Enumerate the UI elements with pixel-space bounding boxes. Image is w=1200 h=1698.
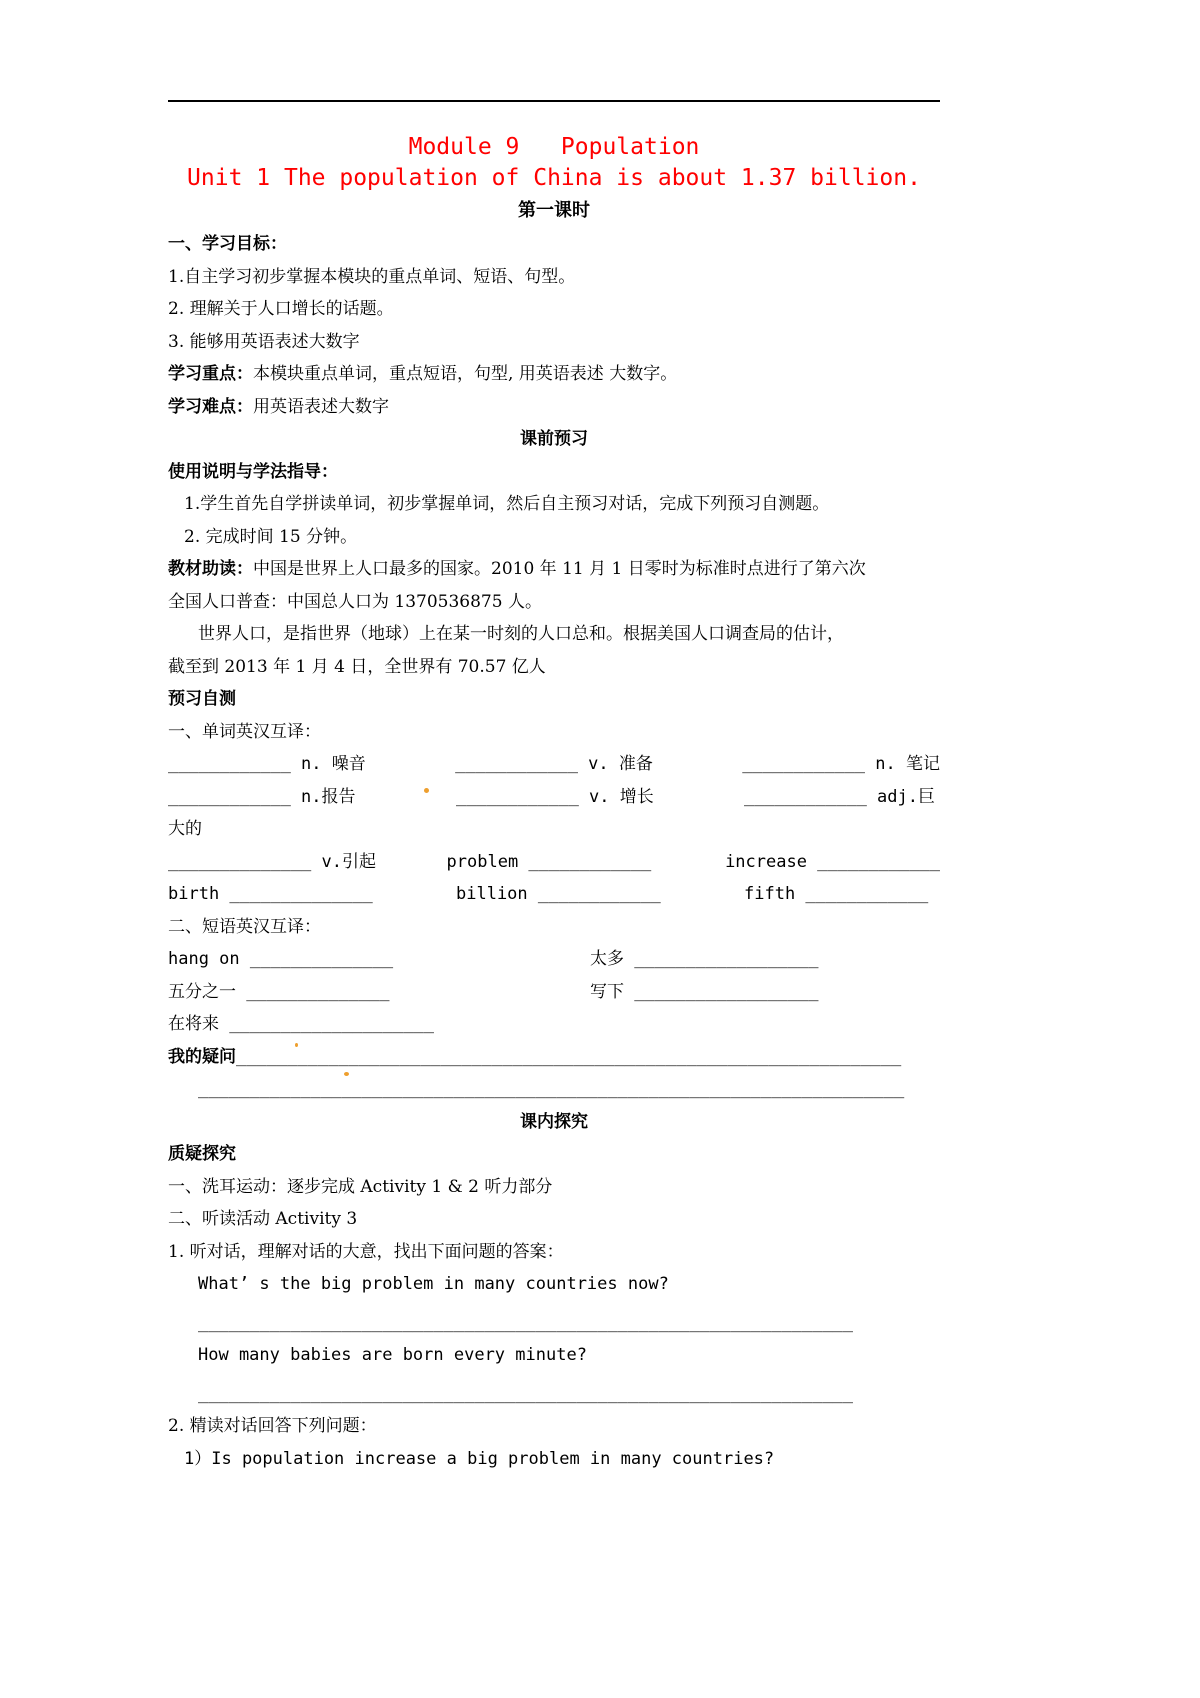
word-blank-huge: ____________ adj.巨 [744, 786, 935, 807]
focus-text: 本模块重点单词，重点短语，句型, 用英语表述 大数字。 [253, 364, 678, 384]
listening-question-2: How many babies are born every minute? [198, 1345, 587, 1365]
material-label: 教材助读： [168, 559, 253, 579]
word-blank-noise: ____________ n. 噪音 [168, 754, 366, 774]
module-title: Module 9 Population [408, 134, 700, 160]
word-blank-prepare: ____________ v. 准备 [455, 754, 653, 774]
inclass-item-3: 1. 听对话，理解对话的大意，找出下面问题的答案： [168, 1241, 564, 1262]
my-questions-blank-1: _________________________________________________________________ [236, 1046, 902, 1067]
difficulty-label: 学习难点： [168, 396, 253, 417]
word-blank-increase-en: increase ____________ [725, 851, 940, 872]
usage-item-2: 2. 完成时间 15 分钟。 [184, 526, 358, 547]
answer-blank-1: ________________________________________________________________ [198, 1312, 854, 1333]
phrase-blank-one-fifth: 五分之一 ______________ [168, 981, 390, 1002]
material-line-3: 世界人口，是指世界（地球）上在某一时刻的人口总和。根据美国人口调查局的估计， [198, 624, 844, 644]
goal-item-2: 2. 理解关于人口增长的话题。 [168, 299, 394, 319]
my-questions-blank-2: _____________________________________________________________________ [198, 1079, 905, 1099]
difficulty-line [168, 391, 940, 424]
sub-question-1: 1）Is population increase a big problem in many countries? [184, 1448, 775, 1469]
focus-line [168, 358, 940, 391]
goals-heading: 一、学习目标： [168, 234, 287, 254]
material-line-2: 全国人口普查：中国总人口为 1370536875 人。 [168, 591, 542, 612]
phrase-blank-too-many: 太多 __________________ [590, 949, 819, 969]
session-heading: 第一课时 [518, 200, 590, 221]
word-blank-increase: ____________ v. 增长 [456, 786, 654, 807]
ink-speck [295, 1043, 298, 1047]
word-row-4 [168, 878, 940, 911]
answer-blank-2: ________________________________________________________________ [198, 1383, 854, 1404]
usage-heading: 使用说明与学法指导： [168, 461, 338, 482]
inclass-item-4: 2. 精读对话回答下列问题： [168, 1416, 377, 1436]
word-row-2-wrap: 大的 [168, 819, 202, 839]
preview-section-heading: 课前预习 [520, 429, 588, 449]
material-line-1 [168, 553, 940, 586]
phrase-blank-in-future: 在将来 ____________________ [168, 1014, 434, 1034]
my-questions-line [168, 1041, 940, 1074]
inclass-item-2: 二、听读活动 Activity 3 [168, 1209, 358, 1229]
material-text-1: 中国是世界上人口最多的国家。2010 年 11 月 1 日零时为标准时点进行了第六次 [253, 559, 866, 579]
word-row-3 [168, 846, 940, 879]
word-row-1 [168, 748, 940, 781]
word-row-2 [168, 781, 940, 814]
top-divider [168, 100, 940, 102]
difficulty-text: 用英语表述大数字 [253, 396, 389, 417]
selftest-heading: 预习自测 [168, 689, 236, 709]
usage-item-1: 1.学生首先自学拼读单词，初步掌握单词，然后自主预习对话，完成下列预习自测题。 [184, 494, 830, 514]
inclass-item-1: 一、洗耳运动：逐步完成 Activity 1 & 2 听力部分 [168, 1176, 553, 1197]
phrases-heading: 二、短语英汉互译： [168, 916, 321, 937]
inquiry-heading: 质疑探究 [168, 1144, 236, 1164]
inclass-section-heading: 课内探究 [520, 1111, 588, 1132]
word-blank-billion: billion ____________ [456, 884, 661, 904]
phrase-blank-write-down: 写下 __________________ [590, 981, 819, 1002]
word-blank-cause: ______________ v.引起 [168, 851, 376, 872]
ink-speck [344, 1072, 349, 1076]
phrase-blank-hang-on: hang on ______________ [168, 949, 394, 969]
word-blank-problem: problem ____________ [446, 851, 652, 872]
listening-question-1: What’ s the big problem in many countries now? [198, 1274, 669, 1294]
phrase-row-1 [168, 943, 940, 976]
word-blank-note: ____________ n. 笔记 [742, 754, 940, 774]
material-line-4: 截至到 2013 年 1 月 4 日，全世界有 70.57 亿人 [168, 656, 546, 677]
words-heading: 一、单词英汉互译： [168, 721, 321, 742]
goal-item-3: 3. 能够用英语表述大数字 [168, 331, 360, 352]
word-blank-birth: birth ______________ [168, 884, 373, 904]
goal-item-1: 1.自主学习初步掌握本模块的重点单词、短语、句型。 [168, 266, 576, 287]
worksheet-content [168, 0, 940, 1475]
word-blank-report: ____________ n.报告 [168, 786, 356, 807]
unit-title: Unit 1 The population of China is about 1.37 billion. [187, 165, 921, 191]
my-questions-label: 我的疑问 [168, 1046, 236, 1067]
ink-speck [424, 788, 429, 793]
phrase-row-2 [168, 976, 940, 1009]
phrase-row-3 [168, 1008, 940, 1041]
word-blank-fifth: fifth ____________ [744, 884, 929, 904]
focus-label: 学习重点： [168, 364, 253, 384]
